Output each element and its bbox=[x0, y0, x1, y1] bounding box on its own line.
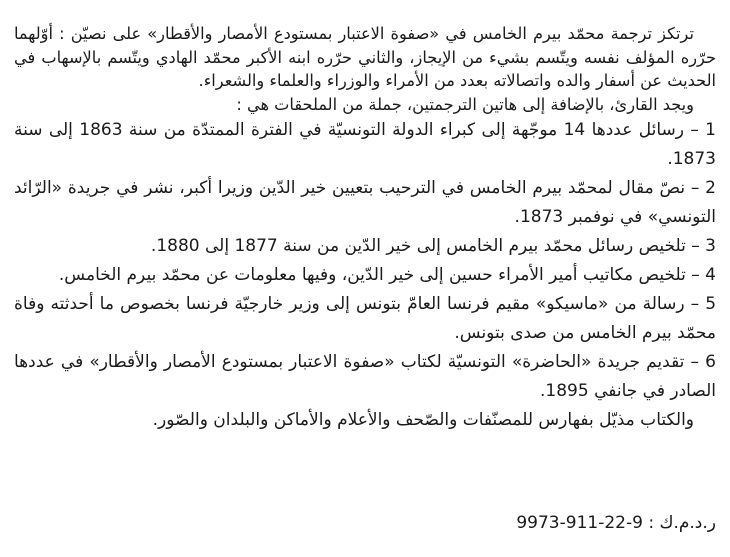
list-item: 1 – رسائل عددها 14 موجّهة إلى كبراء الدولة التونسيّة في الفترة الممتدّة من سنة 1863 إلى سنة 1873. bbox=[14, 120, 716, 170]
appendix-intro: ويجد القارئ، بالإضافة إلى هاتين الترجمتين، جملة من الملحقات هي : bbox=[236, 94, 694, 114]
item-number: 1 bbox=[705, 120, 716, 141]
list-item: 6 – تقديم جريدة «الحاضرة» التونسيّة لكتاب «صفوة الاعتبار بمستودع الأمصار والأقطار» في عددها الصادر في جانفي 1895. bbox=[14, 352, 716, 402]
document-body bbox=[14, 22, 716, 434]
item-text: تلخيص مكاتيب أمير الأمراء حسين إلى خير الدّين، وفيها معلومات عن محمّد بيرم الخامس. bbox=[58, 265, 686, 286]
item-number: 2 bbox=[705, 178, 716, 199]
isbn-number: 9973-911-22-9 bbox=[516, 513, 643, 533]
item-number: 5 bbox=[705, 294, 717, 315]
list-item: 2 – نصّ مقال لمحمّد بيرم الخامس في الترحيب بتعيين خير الدّين وزيرا أكبر، نشر في جريدة «الرّائد التونسي» في نوفمبر 1873. bbox=[14, 178, 716, 228]
item-text: نصّ مقال لمحمّد بيرم الخامس في الترحيب بتعيين خير الدّين وزيرا أكبر، نشر في جريدة «الرّائد التونسي» في نوفمبر 1873. bbox=[14, 178, 716, 228]
appendix-list bbox=[14, 116, 716, 406]
isbn-line bbox=[466, 510, 716, 536]
item-number: 4 bbox=[705, 265, 716, 286]
isbn-label: ر.د.م.ك : bbox=[648, 513, 716, 533]
item-number: 6 bbox=[705, 352, 716, 373]
intro-paragraph: ترتكز ترجمة محمّد بيرم الخامس في «صفوة الاعتبار بمستودع الأمصار والأقطار» على نصيّن : أوّلهما حرّره المؤلف نفسه ويتّسم بشيء من الإيجاز، والثاني حرّره ابنه الأكبر محمّد الهادي ويتّسم بالإسهاب في الحديث عن أسفار والده واتصالاته بعدد من الأمراء والوزراء والعلماء والشعراء. bbox=[14, 24, 716, 91]
list-item: 3 – تلخيص رسائل محمّد بيرم الخامس إلى خير الدّين من سنة 1877 إلى 1880. bbox=[150, 236, 716, 257]
item-text: تلخيص رسائل محمّد بيرم الخامس إلى خير الدّين من سنة 1877 إلى 1880. bbox=[150, 236, 686, 257]
list-item: 4 – تلخيص مكاتيب أمير الأمراء حسين إلى خير الدّين، وفيها معلومات عن محمّد بيرم الخامس. bbox=[58, 265, 716, 286]
item-number: 3 bbox=[705, 236, 716, 257]
item-text: رسالة من «ماسيكو» مقيم فرنسا العامّ بتونس إلى وزير خارجيّة فرنسا بخصوص ما أحدثته وفاة محمّد بيرم الخامس من صدى بتونس. bbox=[14, 294, 716, 344]
list-item: 5 – رسالة من «ماسيكو» مقيم فرنسا العامّ بتونس إلى وزير خارجيّة فرنسا بخصوص ما أحدثته وفاة محمّد بيرم الخامس من صدى بتونس. bbox=[14, 294, 717, 344]
item-text: رسائل عددها 14 موجّهة إلى كبراء الدولة التونسيّة في الفترة الممتدّة من سنة 1863 إلى سنة 1873. bbox=[14, 120, 716, 170]
closing-paragraph: والكتاب مذيّل بفهارس للمصنّفات والصّحف والأعلام والأماكن والبلدان والصّور. bbox=[152, 410, 694, 431]
item-text: تقديم جريدة «الحاضرة» التونسيّة لكتاب «صفوة الاعتبار بمستودع الأمصار والأقطار» في عددها الصادر في جانفي 1895. bbox=[14, 352, 716, 402]
